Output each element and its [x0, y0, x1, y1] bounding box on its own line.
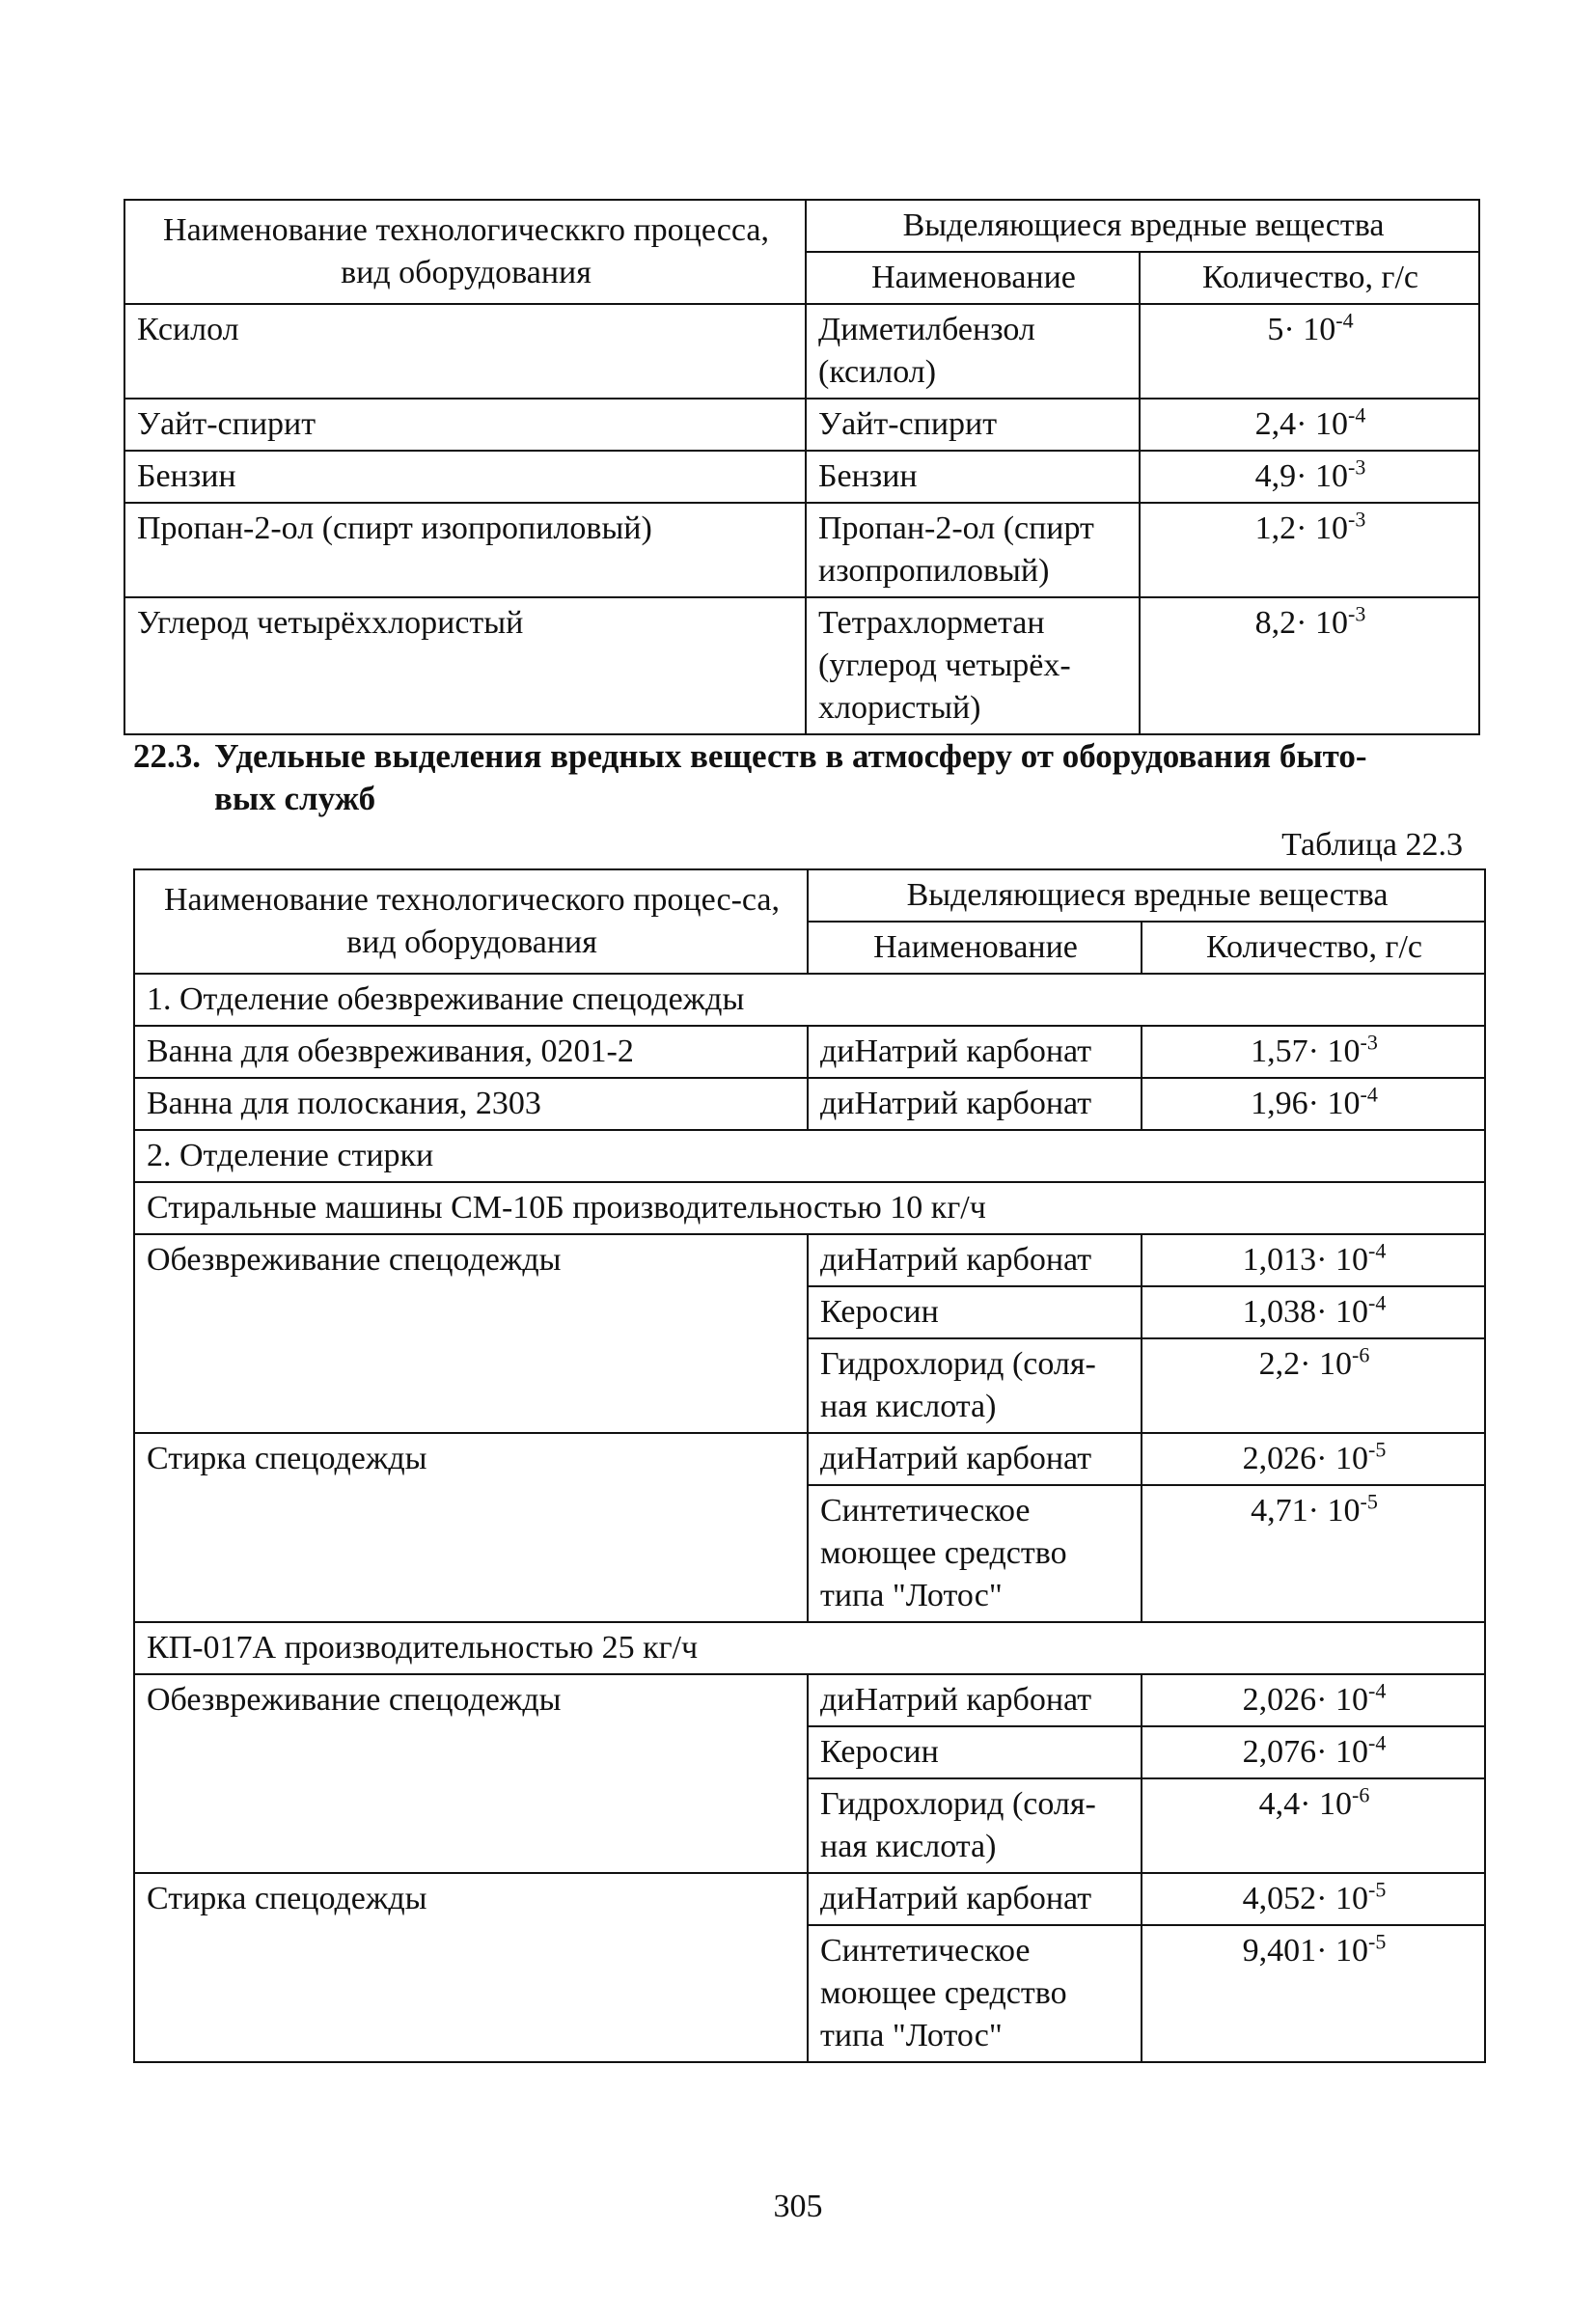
table-row — [134, 1674, 1485, 1726]
emissions-table-22-3 — [133, 868, 1486, 2063]
substance-cell: Гидрохлорид (соля-ная кислота) — [808, 1338, 1142, 1433]
substance-cell: диНатрий карбонат — [808, 1433, 1142, 1485]
quantity-cell: $4,9\cdot 10^{-3}$ — [1140, 451, 1479, 503]
table-row — [134, 1026, 1485, 1078]
substance-cell: Керосин — [808, 1286, 1142, 1338]
subsection-row — [134, 1622, 1485, 1674]
subsection-label: КП-017А производительностью 25 кг/ч — [134, 1622, 1485, 1674]
section-label: 2. Отделение стирки — [134, 1130, 1485, 1182]
section-row — [134, 974, 1485, 1026]
quantity-cell: $2,4\cdot 10^{-4}$ — [1140, 399, 1479, 451]
emissions-table-continued — [124, 199, 1480, 735]
quantity-cell: $2,026\cdot 10^{-4}$ — [1142, 1674, 1485, 1726]
process-cell: Ванна для обезвреживания, 0201-2 — [134, 1026, 808, 1078]
table-row — [124, 503, 1479, 597]
quantity-cell: $2,026\cdot 10^{-5}$ — [1142, 1433, 1485, 1485]
substance-cell: Синтетическое моющее средство типа "Лотос" — [808, 1485, 1142, 1622]
table-header-row — [134, 869, 1485, 922]
table-row — [124, 597, 1479, 734]
process-cell: Обезвреживание спецодежды — [134, 1674, 808, 1873]
quantity-cell: $1,2\cdot 10^{-3}$ — [1140, 503, 1479, 597]
substance-cell: Диметилбензол (ксилол) — [806, 304, 1140, 399]
substance-cell: Пропан-2-ол (спирт изопропиловый) — [806, 503, 1140, 597]
substance-cell: Гидрохлорид (соля-ная кислота) — [808, 1778, 1142, 1873]
substance-cell: Тетрахлорметан (углерод четырёх-хлористый) — [806, 597, 1140, 734]
substance-cell: Бензин — [806, 451, 1140, 503]
quantity-cell: $1,038\cdot 10^{-4}$ — [1142, 1286, 1485, 1338]
subsection-label: Стиральные машины СМ-10Б производительностью 10 кг/ч — [134, 1182, 1485, 1234]
section-title-line1: Удельные выделения вредных веществ в атмосферу от оборудования быто- — [214, 737, 1367, 775]
process-cell: Пропан-2-ол (спирт изопропиловый) — [124, 503, 806, 597]
header-quantity: Количество, г/с — [1140, 252, 1479, 304]
substance-cell: диНатрий карбонат — [808, 1026, 1142, 1078]
page-number: 305 — [773, 2189, 823, 2224]
process-cell: Уайт-спирит — [124, 399, 806, 451]
substance-cell: диНатрий карбонат — [808, 1078, 1142, 1130]
table-row — [124, 399, 1479, 451]
table-row — [134, 1873, 1485, 1925]
table-row — [124, 451, 1479, 503]
header-name: Наименование — [806, 252, 1140, 304]
substance-cell: диНатрий карбонат — [808, 1674, 1142, 1726]
quantity-cell: $1,013\cdot 10^{-4}$ — [1142, 1234, 1485, 1286]
table-row — [124, 304, 1479, 399]
substance-cell: диНатрий карбонат — [808, 1234, 1142, 1286]
substance-cell: Уайт-спирит — [806, 399, 1140, 451]
quantity-cell: $1,57\cdot 10^{-3}$ — [1142, 1026, 1485, 1078]
process-cell: Ванна для полоскания, 2303 — [134, 1078, 808, 1130]
quantity-cell: $4,71\cdot 10^{-5}$ — [1142, 1485, 1485, 1622]
quantity-cell: $5\cdot 10^{-4}$ — [1140, 304, 1479, 399]
subsection-row — [134, 1182, 1485, 1234]
header-name: Наименование — [808, 922, 1142, 974]
process-cell: Обезвреживание спецодежды — [134, 1234, 808, 1433]
section-label: 1. Отделение обезвреживание спецодежды — [134, 974, 1485, 1026]
process-cell: Стирка спецодежды — [134, 1433, 808, 1622]
quantity-cell: $4,052\cdot 10^{-5}$ — [1142, 1873, 1485, 1925]
table-header-row — [124, 200, 1479, 252]
quantity-cell: $2,076\cdot 10^{-4}$ — [1142, 1726, 1485, 1778]
substance-cell: Керосин — [808, 1726, 1142, 1778]
section-number: 22.3. — [133, 737, 201, 775]
quantity-cell: $9,401\cdot 10^{-5}$ — [1142, 1925, 1485, 2062]
header-process: Наименование технологическкго процесса, вид оборудования — [124, 200, 806, 304]
table-row — [134, 1078, 1485, 1130]
quantity-cell: $1,96\cdot 10^{-4}$ — [1142, 1078, 1485, 1130]
quantity-cell: $4,4\cdot 10^{-6}$ — [1142, 1778, 1485, 1873]
header-quantity: Количество, г/с — [1142, 922, 1485, 974]
section-title-line2: вых служб — [214, 780, 376, 817]
table-row — [134, 1234, 1485, 1286]
process-cell: Стирка спецодежды — [134, 1873, 808, 2062]
quantity-cell: $8,2\cdot 10^{-3}$ — [1140, 597, 1479, 734]
substance-cell: Синтетическое моющее средство типа "Лотос" — [808, 1925, 1142, 2062]
section-heading — [133, 735, 1484, 820]
section-row — [134, 1130, 1485, 1182]
process-cell: Углерод четырёххлористый — [124, 597, 806, 734]
quantity-cell: $2,2\cdot 10^{-6}$ — [1142, 1338, 1485, 1433]
header-process: Наименование технологического процес-са, вид оборудования — [134, 869, 808, 974]
table-row — [134, 1433, 1485, 1485]
process-cell: Бензин — [124, 451, 806, 503]
process-cell: Ксилол — [124, 304, 806, 399]
header-substances-group: Выделяющиеся вредные вещества — [808, 869, 1485, 922]
table-caption: Таблица 22.3 — [1281, 827, 1463, 863]
substance-cell: диНатрий карбонат — [808, 1873, 1142, 1925]
header-substances-group: Выделяющиеся вредные вещества — [806, 200, 1479, 252]
